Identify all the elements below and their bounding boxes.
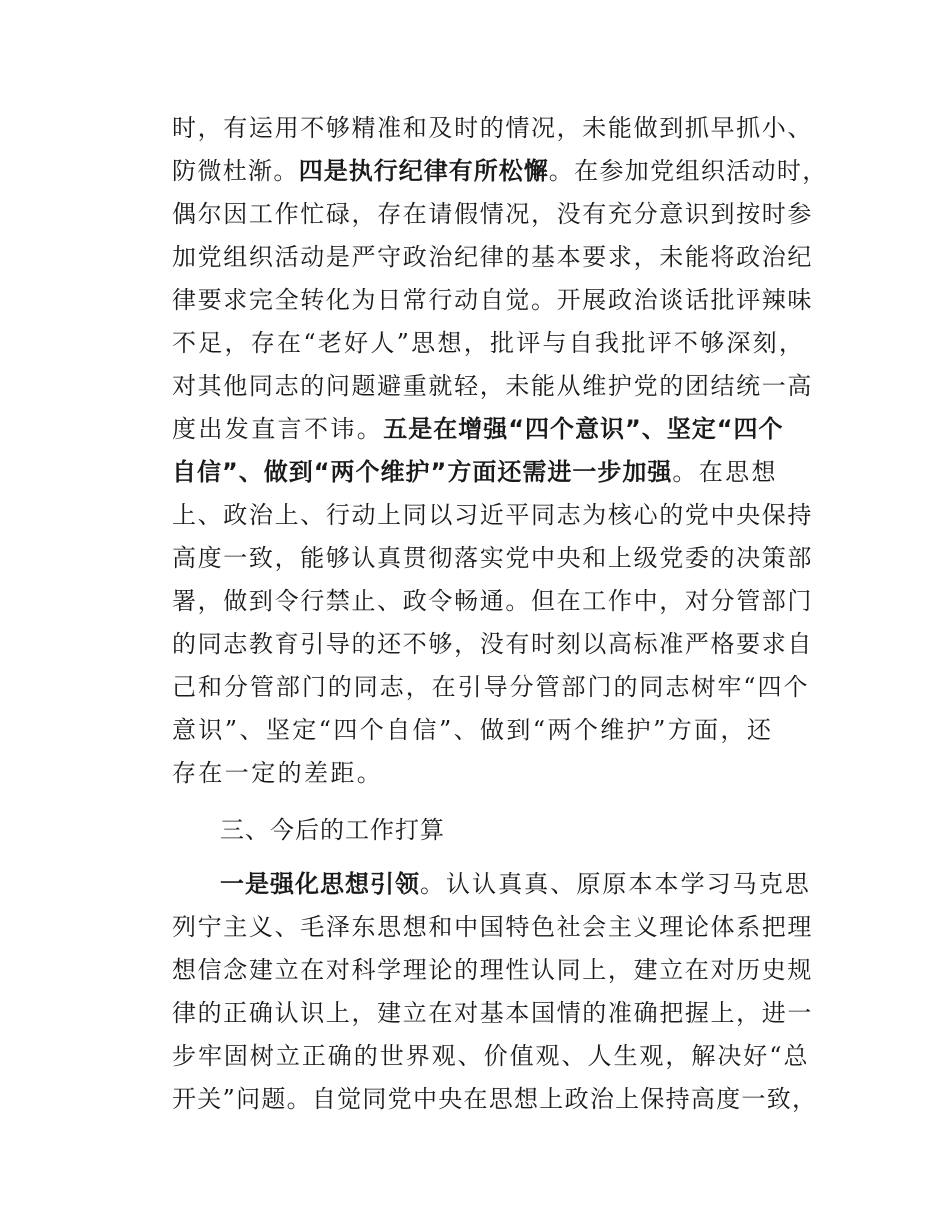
text-line: 自信”、做到“两个维护”方面还需进一步加强。在思想: [172, 458, 778, 486]
text-line: 上、政治上、行动上同以习近平同志为核心的党中央保持: [172, 501, 814, 529]
text-line: 时，有运用不够精准和及时的情况，未能做到抓早抓小、: [172, 114, 814, 142]
body-text: [172, 0, 828, 1230]
text-line: 的同志教育引导的还不够，没有时刻以高标准严格要求自: [172, 630, 814, 658]
text-line: 意识”、坚定“四个自信”、做到“两个维护”方面，还: [172, 716, 774, 744]
bold-point-five: 五是在增强“四个意识”、坚定“四个: [383, 415, 784, 443]
text-line: 署，做到令行禁止、政令畅通。但在工作中，对分管部门: [172, 587, 814, 615]
bold-point-one: 一是强化思想引领: [220, 870, 420, 898]
text-line: 对其他同志的问题避重就轻，未能从维护党的团结统一高: [172, 372, 814, 400]
bold-point-four: 四是执行纪律有所松懈: [298, 157, 549, 185]
text-line: 高度一致，能够认真贯彻落实党中央和上级党委的决策部: [172, 544, 814, 572]
text-line: 律要求完全转化为日常行动自觉。开展政治谈话批评辣味: [172, 286, 814, 314]
bold-point-five-cont: 自信”、做到“两个维护”方面还需进一步加强: [172, 458, 673, 486]
text-line: 度出发直言不讳。五是在增强“四个意识”、坚定“四个: [172, 415, 784, 443]
text-line: 偶尔因工作忙碌，存在请假情况，没有充分意识到按时参: [172, 200, 814, 228]
text-line: 防微杜渐。四是执行纪律有所松懈。在参加党组织活动时，: [172, 157, 828, 185]
text-line: 一是强化思想引领。认认真真、原原本本学习马克思: [220, 870, 811, 898]
text-line: 不足，存在“老好人”思想，批评与自我批评不够深刻，: [172, 329, 806, 357]
text-line: 想信念建立在对科学理论的理性认同上，建立在对历史规: [172, 956, 814, 984]
text-line: 律的正确认识上，建立在对基本国情的准确把握上，进一: [172, 999, 814, 1027]
text-line: 步牢固树立正确的世界观、价值观、人生观，解决好“总: [172, 1042, 810, 1070]
text-line: 己和分管部门的同志，在引导分管部门的同志树牢“四个: [172, 673, 810, 701]
text-line: 列宁主义、毛泽东思想和中国特色社会主义理论体系把理: [172, 913, 814, 941]
text-line: 开关”问题。自觉同党中央在思想上政治上保持高度一致，: [172, 1085, 818, 1113]
text-line: 存在一定的差距。: [172, 759, 384, 787]
section-heading: 三、今后的工作打算: [220, 816, 445, 844]
text-line: 加党组织活动是严守政治纪律的基本要求，未能将政治纪: [172, 243, 814, 271]
